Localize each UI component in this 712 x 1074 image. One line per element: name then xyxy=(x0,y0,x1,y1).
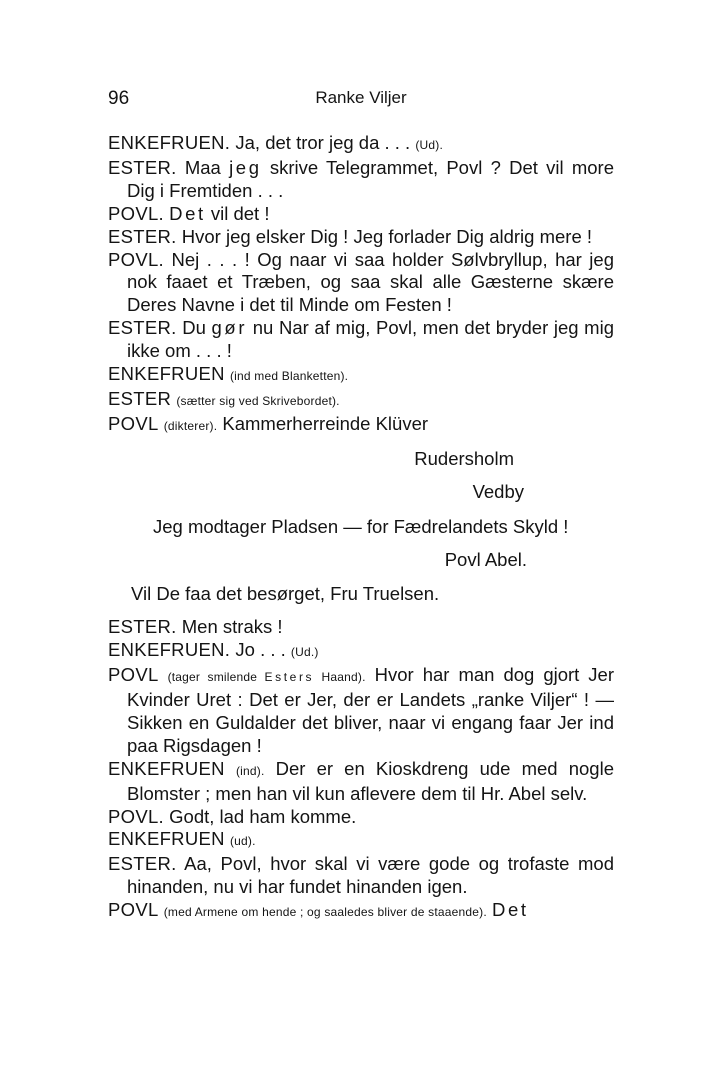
speech xyxy=(108,226,614,249)
speech xyxy=(108,132,614,157)
speech xyxy=(108,388,614,413)
speech xyxy=(108,664,614,758)
spaced-emphasis: Det xyxy=(492,899,529,921)
speech xyxy=(108,317,614,363)
speech-text: Hvor jeg elsker Dig ! Jeg forlader Dig aldrig mere ! xyxy=(176,225,593,247)
speech-text: Du xyxy=(176,317,212,339)
speaker-name: ESTER. xyxy=(108,156,177,178)
stage-direction: (ind). xyxy=(235,763,265,778)
speaker-name: ESTER. xyxy=(108,853,177,875)
stage-direction: (sætter sig ved Skrivebordet). xyxy=(176,393,340,408)
speech-text: vil det ! xyxy=(205,202,270,224)
speech xyxy=(108,157,614,203)
running-title: Ranke Viljer xyxy=(315,88,407,107)
speech-text: Der er en Kioskdreng ude med nogle Blomster ; men han vil kun aflevere dem til Hr. Abel selv. xyxy=(127,757,614,804)
speech xyxy=(108,899,614,924)
stage-direction: Haand). xyxy=(314,670,366,685)
speech-text: Kammerherreinde Klüver xyxy=(217,412,429,434)
stage-direction: (med Armene om hende ; og saaledes bliver de staaende). xyxy=(163,905,487,920)
speaker-name: POVL. xyxy=(108,248,164,270)
speaker-name: ESTER. xyxy=(108,616,177,638)
speaker-name: ENKEFRUEN xyxy=(108,363,225,385)
stage-direction: (ud). xyxy=(229,834,256,849)
speaker-name: POVL xyxy=(108,664,159,686)
dialogue-block xyxy=(108,132,614,438)
speaker-name: POVL xyxy=(108,899,159,921)
telegram-address-line: Rudersholm xyxy=(414,447,514,469)
speech-text: Ja, det tror jeg da . . . xyxy=(230,132,416,153)
speech xyxy=(108,363,614,388)
speaker-name: ENKEFRUEN. xyxy=(108,639,231,661)
dialogue-block xyxy=(108,616,614,924)
speech-text: skrive Telegrammet, Povl ? Det vil more Dig i Fremtiden . . . xyxy=(127,156,614,201)
speech xyxy=(108,639,614,664)
stage-direction: Esters xyxy=(264,670,315,685)
stage-direction: (dikterer). xyxy=(163,418,218,433)
speech-text: Godt, lad ham komme. xyxy=(164,805,357,827)
stage-direction: (Ud). xyxy=(415,138,444,152)
speaker-name: ESTER xyxy=(108,387,172,409)
spaced-emphasis: Det xyxy=(169,202,206,224)
speech-text xyxy=(159,664,168,685)
speaker-name: ESTER. xyxy=(108,317,177,339)
speech-text: Nej . . . ! Og naar vi saa holder Sølvbryllup, har jeg nok faaet et Træben, og saa skal alle Gæsterne skære Deres Navne i det til Minde om Festen ! xyxy=(127,248,614,316)
speaker-name: POVL xyxy=(108,412,159,434)
speaker-name: POVL. xyxy=(108,202,164,224)
telegram-request: Vil De faa det besørget, Fru Truelsen. xyxy=(131,583,440,605)
speech xyxy=(108,616,614,639)
stage-direction: (ind med Blanketten). xyxy=(229,369,349,384)
speaker-name: ESTER. xyxy=(108,225,177,247)
play-text xyxy=(108,132,614,924)
telegram-signature: Povl Abel. xyxy=(444,548,527,570)
stage-direction: (Ud.) xyxy=(290,645,319,660)
telegram-message: Jeg modtager Pladsen — for Fædrelandets Skyld ! xyxy=(153,515,569,537)
speech-text xyxy=(225,758,236,779)
speaker-name: ENKEFRUEN. xyxy=(108,132,231,153)
speaker-name: POVL. xyxy=(108,805,164,827)
page-number: 96 xyxy=(108,88,130,109)
speech-text: Aa, Povl, hvor skal vi være gode og trofaste mod hinanden, nu vi har fundet hinanden igen. xyxy=(127,853,614,898)
speech xyxy=(108,203,614,226)
speaker-name: ENKEFRUEN xyxy=(108,757,225,779)
speech xyxy=(108,758,614,806)
spaced-emphasis: gør xyxy=(211,317,248,339)
speech xyxy=(108,413,614,438)
stage-direction: (tager smilende xyxy=(167,670,265,685)
spaced-emphasis: jeg xyxy=(229,156,262,178)
speech-text: Hvor har man dog gjort Jer Kvinder Uret : Det er Jer, der er Landets „ranke Viljer“ ! — Sikken en Guldalder det bliver, naar vi engang faar Jer ind paa Rigsdagen ! xyxy=(127,664,615,756)
speaker-name: ENKEFRUEN xyxy=(108,828,225,850)
speech-text: Maa xyxy=(176,156,230,178)
telegram-address-line: Vedby xyxy=(472,480,524,502)
speech xyxy=(108,806,614,829)
speech xyxy=(108,249,614,318)
speech xyxy=(108,853,614,899)
page-header xyxy=(108,88,614,114)
speech-text: Men straks ! xyxy=(176,616,283,638)
speech xyxy=(108,828,614,853)
speech-text: nu Nar af mig, Povl, men det bryder jeg mig ikke om . . . ! xyxy=(127,317,614,362)
speech-text: Jo . . . xyxy=(230,639,291,661)
